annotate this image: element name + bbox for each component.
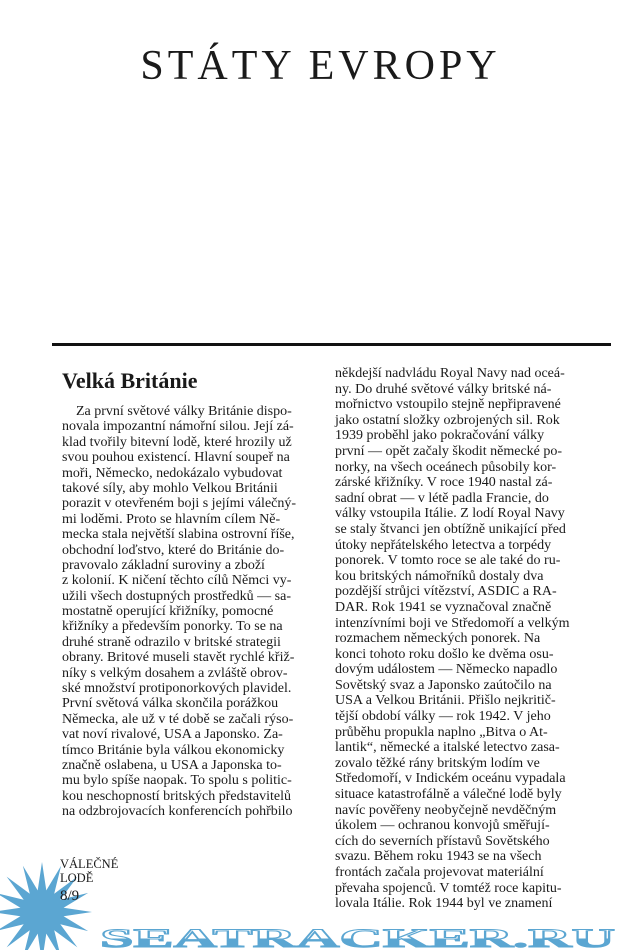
text-line: kou britských námořníků dostaly dva (335, 568, 544, 584)
text-line: se staly štvanci jen obtížně unikající před (335, 521, 566, 537)
text-line: moři, Německo, nedokázalo vybudovat (62, 465, 283, 481)
text-line: frontách začala projevovat materiální (335, 865, 544, 880)
text-line: Německa, ale už v té době se začali rýso- (62, 711, 294, 727)
text-line: sadní obrat — v létě padla Francie, do (335, 490, 549, 506)
text-line: převaha spojenců. V tomtéž roce kapitu- (335, 880, 562, 896)
text-line: průběhu propukla naplno „Bitva o At- (335, 724, 548, 740)
text-line: rozmachem německých ponorek. Na (335, 631, 541, 647)
text-line: ské množství protiponorkových plavidel. (62, 681, 292, 697)
text-line: z kolonií. K ničení těchto cílů Němci vy- (62, 573, 292, 589)
text-line: pravovalo základní suroviny a zboží (62, 557, 265, 573)
text-line: ponorek. V tomto roce se ale také do ru- (335, 553, 561, 569)
text-line: tější období války — rok 1942. V jeho (335, 709, 551, 725)
text-line: kou neschopností britských představitelů (62, 788, 292, 804)
left-text-column (62, 404, 320, 820)
watermark-text: SEATRACKER.RU (100, 924, 616, 950)
text-line: vat noví rivalové, USA a Japonsko. Za- (62, 727, 283, 743)
text-line: války vstoupila Itálie. Z lodí Royal Navy (335, 506, 565, 522)
text-line: intenzívními boji ve Středomoří a velkým (335, 615, 570, 631)
text-line: lantik“, německé a italské letectvo zasa- (335, 740, 560, 756)
text-line: křižníky a především ponorky. To se na (62, 619, 283, 635)
section-divider (52, 343, 611, 346)
text-line: obrany. Britové museli stavět rychlé křiž- (62, 650, 295, 666)
text-line: dovým událostem — Německo napadlo (335, 662, 558, 678)
text-line: užili všech dostupných prostředků — sa- (62, 588, 292, 604)
text-line: druhé straně odrazilo v britské strategii (62, 634, 281, 650)
series-label (60, 857, 118, 903)
text-line: první — opět začaly škodit německé po- (335, 443, 563, 459)
text-line: úkolem — ochranou konvojů směřují- (335, 818, 550, 834)
text-line: konci tohoto roku došlo ke dvěma osu- (335, 646, 554, 662)
text-line: norky, na všech oceánech působily kor- (335, 459, 557, 475)
text-line: obchodní loďstvo, které do Británie do- (62, 542, 285, 558)
text-line: Sovětský svaz a Japonsko zaútočilo na (335, 677, 552, 693)
text-line: mostatně operující křižníky, pomocné (62, 604, 274, 620)
text-line: mu bylo spíše naopak. To spolu s politic- (62, 773, 292, 789)
text-line: porazit v otevřeném boji s jejími válečný- (62, 496, 297, 512)
text-line: cích do severních přístavů Sovětského (335, 833, 550, 849)
text-line: mi loděmi. Proto se hlavním cílem Ně- (62, 511, 281, 527)
text-line: zovalo těžké rány britským lodím ve (335, 755, 540, 771)
text-line: klad tvořily bitevní lodě, které hrozily už (62, 434, 292, 450)
text-line: mořnictvo vstoupilo stejně nepřipravené (335, 397, 561, 413)
series-line2: LODĚ (60, 871, 94, 885)
text-line: jako ostatní složky ozbrojených sil. Rok (335, 412, 560, 428)
text-line: 1939 proběhl jako pokračování války (335, 428, 545, 444)
right-text-column (335, 366, 615, 912)
text-line: tímco Británie byla válkou ekonomicky (62, 742, 285, 758)
section-heading: Velká Británie (62, 368, 198, 393)
text-line: takové síly, aby mohlo Velkou Británii (62, 480, 278, 496)
text-line: navíc pověřeny neobyčejně nevděčným (335, 802, 557, 818)
text-line: První světová válka skončila porážkou (62, 696, 279, 712)
text-line: ny. Do druhé světové války britské ná- (335, 381, 552, 397)
text-line: novala impozantní námořní silou. Její zá- (62, 419, 294, 435)
text-line: DAR. Rok 1941 se vyznačoval značně (335, 599, 552, 615)
text-line: útoky nepřátelského letectva a torpédy (335, 537, 552, 553)
text-line: USA a Velkou Británii. Přišlo nejkritič- (335, 693, 556, 709)
text-line: na odzbrojovacích konferencích pohřbilo (62, 804, 293, 820)
text-line: Středomoří, v Indickém oceánu vypadala (335, 771, 566, 787)
text-line: zárské křižníky. V roce 1940 nastal zá- (335, 475, 553, 491)
series-line1: VÁLEČNÉ (60, 857, 119, 871)
text-line: svazu. Během roku 1943 se na všech (335, 849, 542, 865)
text-line: svou pouhou existencí. Hlavní soupeř na (62, 450, 290, 466)
text-line: značně oslabena, u USA a Japonska to- (62, 757, 282, 773)
text-line: níky s velkým dosahem a zvláště obrov- (62, 665, 288, 681)
text-line: pozdější strůjci vítězství, ASDIC a RA- (335, 584, 557, 600)
text-line: Za první světové války Británie dispo- (62, 404, 292, 419)
text-line: někdejší nadvládu Royal Navy nad oceá- (335, 366, 565, 381)
page-number: 8/9 (60, 888, 80, 904)
text-line: mecka stala největší slabina ostrovní říše, (62, 527, 295, 543)
text-line: lovala Itálie. Rok 1944 byl ve znamení (335, 896, 553, 912)
page-title: STÁTY EVROPY (140, 43, 501, 89)
text-line: situace katastrofálně a válečné lodě byly (335, 787, 562, 803)
